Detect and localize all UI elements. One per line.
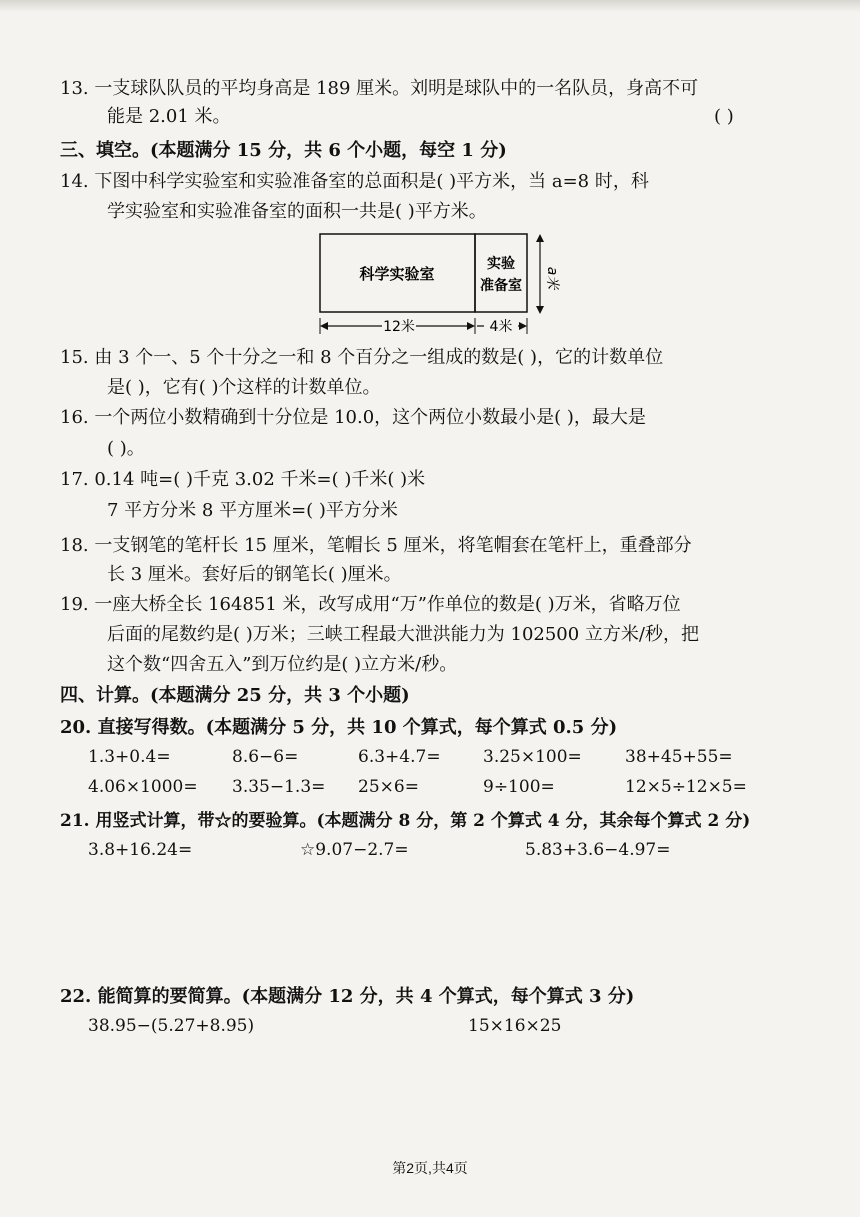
q21-item-2: ☆9.07−2.7= [300, 840, 409, 860]
q18-line1: 18. 一支钢笔的笔杆长 15 厘米，笔帽长 5 厘米，将笔帽套在笔杆上，重叠部分 [60, 535, 692, 556]
q22-item-1: 38.95−(5.27+8.95) [88, 1016, 255, 1036]
width1-label: 12米 [383, 319, 415, 335]
q20-r2-c2: 3.35−1.3= [232, 777, 326, 797]
q20-r1-c4: 3.25×100= [483, 747, 582, 767]
q20-r1-c2: 8.6−6= [232, 747, 299, 767]
q20-r2-c4: 9÷100= [483, 777, 555, 797]
q18-line2: 长 3 厘米。套好后的钢笔长( )厘米。 [107, 564, 402, 585]
q20-r2-c3: 25×6= [358, 777, 419, 797]
width2-arrow-right [519, 322, 527, 330]
q21-item-1: 3.8+16.24= [88, 840, 193, 860]
height-label: a米 [544, 266, 560, 290]
prep-room [475, 234, 527, 312]
q14-line1: 14. 下图中科学实验室和实验准备室的总面积是( )平方米，当 a=8 时，科 [60, 171, 649, 192]
page-footer: 第2页,共4页 [392, 1160, 468, 1176]
q13-line2: 能是 2.01 米。 [107, 106, 231, 127]
q13-line1: 13. 一支球队队员的平均身高是 189 厘米。刘明是球队中的一名队员，身高不可 [60, 78, 699, 99]
q20-r2-c1: 4.06×1000= [88, 777, 198, 797]
height-arrow-top [536, 234, 544, 242]
height-arrow-bottom [536, 306, 544, 314]
q22-item-2: 15×16×25 [468, 1016, 562, 1036]
q19-line2: 后面的尾数约是( )万米；三峡工程最大泄洪能力为 102500 立方米/秒，把 [107, 624, 699, 645]
width1-arrow-right [467, 322, 475, 330]
room-diagram [310, 228, 560, 338]
q20-r2-c5: 12×5÷12×5= [625, 777, 747, 797]
scan-edge [0, 0, 860, 12]
science-lab-label: 科学实验室 [359, 265, 435, 283]
q13-answer-paren: ( ) [714, 106, 734, 127]
q21-item-3: 5.83+3.6−4.97= [525, 840, 671, 860]
q22-title: 22. 能简算的要简算。(本题满分 12 分，共 4 个算式，每个算式 3 分) [60, 986, 635, 1007]
section-3-heading: 三、填空。(本题满分 15 分，共 6 个小题，每空 1 分) [60, 140, 507, 161]
width1-arrow-left [320, 322, 328, 330]
q20-title: 20. 直接写得数。(本题满分 5 分，共 10 个算式，每个算式 0.5 分) [60, 717, 618, 738]
q20-r1-c3: 6.3+4.7= [358, 747, 441, 767]
q16-line1: 16. 一个两位小数精确到十分位是 10.0，这个两位小数最小是( )，最大是 [60, 407, 646, 428]
width2-label: 4米 [489, 319, 513, 335]
q20-r1-c5: 38+45+55= [625, 747, 733, 767]
q16-line2: ( )。 [107, 438, 145, 459]
q19-line3: 这个数“四舍五入”到万位约是( )立方米/秒。 [107, 654, 458, 675]
prep-room-label-1: 实验 [487, 256, 515, 272]
section-4-heading: 四、计算。(本题满分 25 分，共 3 个小题) [60, 685, 410, 706]
q20-r1-c1: 1.3+0.4= [88, 747, 171, 767]
q21-title: 21. 用竖式计算，带☆的要验算。(本题满分 8 分，第 2 个算式 4 分，其余每个算式 2 分) [60, 811, 751, 831]
q17-line1: 17. 0.14 吨=( )千克 3.02 千米=( )千米( )米 [60, 469, 426, 490]
q17-line2: 7 平方分米 8 平方厘米=( )平方分米 [107, 500, 398, 521]
prep-room-label-2: 准备室 [480, 278, 522, 294]
q14-line2: 学实验室和实验准备室的面积一共是( )平方米。 [107, 201, 487, 222]
q15-line2: 是( )，它有( )个这样的计数单位。 [107, 377, 381, 398]
q19-line1: 19. 一座大桥全长 164851 米，改写成用“万”作单位的数是( )万米，省略万位 [60, 594, 681, 615]
q15-line1: 15. 由 3 个一、5 个十分之一和 8 个百分之一组成的数是( )，它的计数单位 [60, 347, 664, 368]
